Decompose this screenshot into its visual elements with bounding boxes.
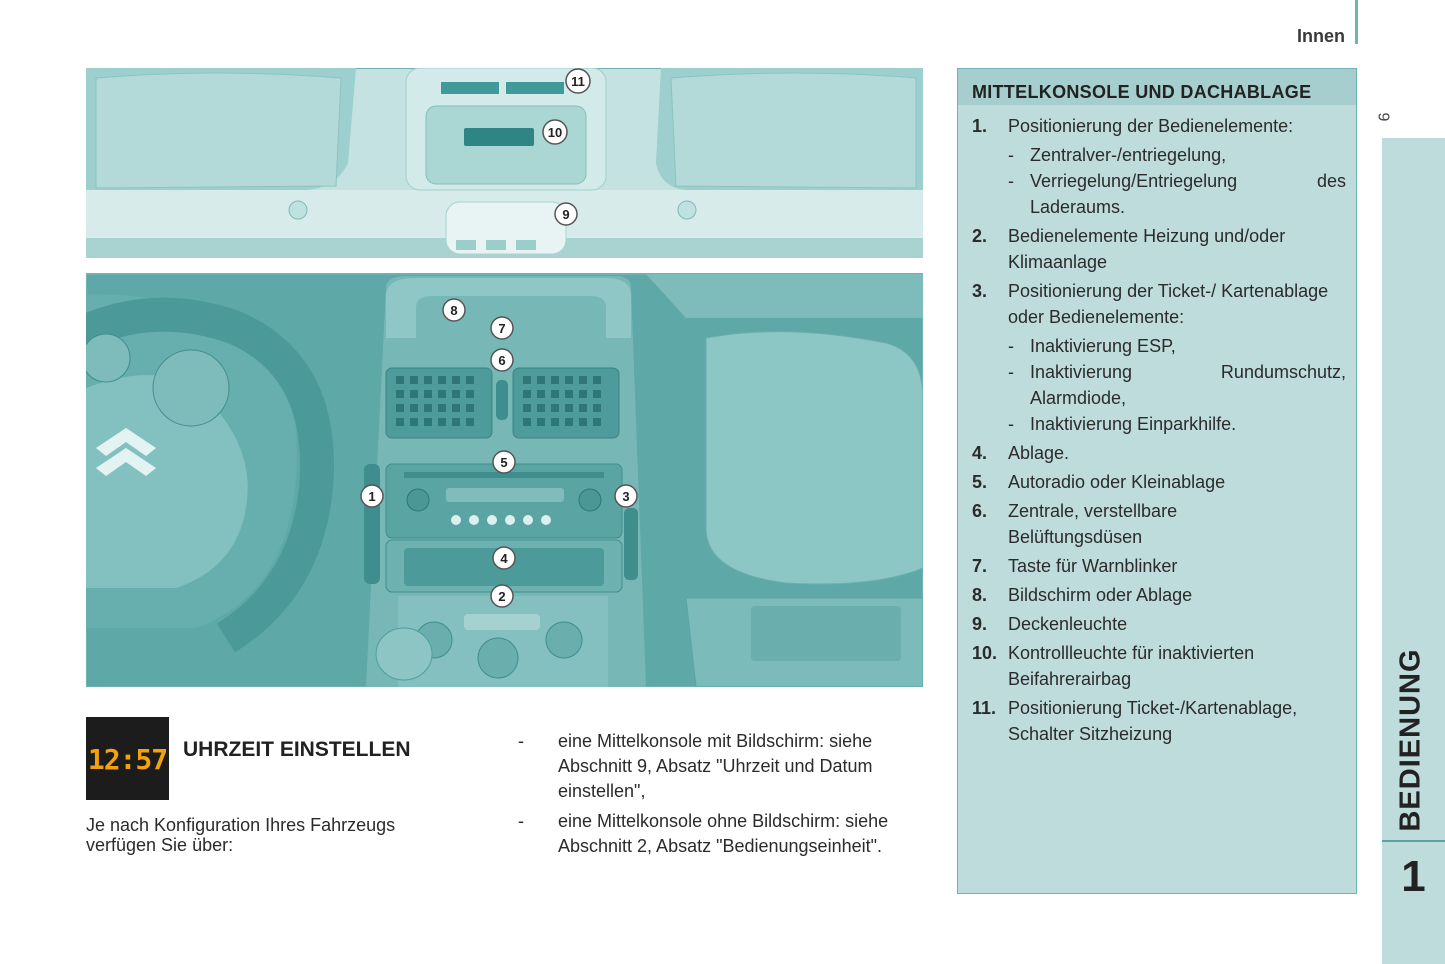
item-text: Autoradio oder Kleinablage bbox=[1008, 472, 1226, 492]
box-title: MITTELKONSOLE UND DACHABLAGE bbox=[958, 69, 1356, 105]
list-item bbox=[972, 278, 1346, 330]
intro-text: Je nach Konfiguration Ihres Fahrzeugs verfügen Sie über: bbox=[86, 815, 396, 855]
item-number: 8. bbox=[972, 585, 988, 605]
clock-display-icon bbox=[86, 717, 169, 800]
item-number: 9. bbox=[972, 614, 988, 634]
item-text: Bedienelemente Heizung und/oder Klimaanlage bbox=[1008, 226, 1286, 272]
header-divider bbox=[1355, 0, 1358, 44]
sub-item: - Inaktivierung ESP, bbox=[1008, 333, 1346, 359]
callout-4: 4 bbox=[500, 551, 508, 566]
item-text: Zentrale, verstellbare Belüftungsdüsen bbox=[1008, 501, 1178, 547]
dashboard-illustration bbox=[86, 68, 923, 687]
callout-2: 2 bbox=[498, 589, 506, 604]
item-number: 7. bbox=[972, 556, 988, 576]
callout-7: 7 bbox=[498, 321, 506, 336]
list-item: - eine Mittelkonsole mit Bildschirm: siehe Abschnitt 9, Absatz "Uhrzeit und Datum einstellen", bbox=[518, 729, 918, 804]
list-item bbox=[972, 553, 1346, 579]
option-text: eine Mittelkonsole mit Bildschirm: siehe Abschnitt 9, Absatz "Uhrzeit und Datum einstellen", bbox=[558, 731, 873, 801]
callout-3: 3 bbox=[622, 489, 630, 504]
callout-11: 11 bbox=[571, 74, 585, 89]
list-item bbox=[972, 695, 1346, 747]
sub-item: - Inaktivierung Einparkhilfe. bbox=[1008, 411, 1346, 437]
item-text: Kontrollleuchte für inaktivierten Beifahrerairbag bbox=[1008, 643, 1255, 689]
list-item bbox=[972, 582, 1346, 608]
item-number: 5. bbox=[972, 472, 988, 492]
item-number: 4. bbox=[972, 443, 988, 463]
chapter-label-text: BEDIENUNG bbox=[1394, 647, 1427, 832]
item-text: Ablage. bbox=[1008, 443, 1070, 463]
section-heading: UHRZEIT EINSTELLEN bbox=[183, 738, 411, 761]
callout-10: 10 bbox=[547, 125, 563, 140]
callout-9: 9 bbox=[562, 207, 570, 222]
sub-item-text: Zentralver-/entriegelung, bbox=[1030, 145, 1227, 165]
chapter-number: 1 bbox=[1401, 852, 1426, 901]
chapter-label bbox=[1384, 647, 1438, 832]
item-number: 1. bbox=[972, 116, 988, 136]
list-item bbox=[972, 498, 1346, 550]
clock-options-list bbox=[518, 729, 918, 864]
list-item bbox=[972, 223, 1346, 275]
page-number: 9 bbox=[1374, 112, 1392, 122]
callout-5: 5 bbox=[500, 455, 508, 470]
sub-item: - Inaktivierung Rundumschutz, Alarmdiode, bbox=[1008, 359, 1346, 411]
sub-item-text: Inaktivierung Rundumschutz, Alarmdiode, bbox=[1030, 362, 1346, 408]
item-number: 11. bbox=[972, 698, 997, 718]
item-text: Taste für Warnblinker bbox=[1008, 556, 1178, 576]
sub-item: - Verriegelung/Entriegelung des Laderaums. bbox=[1008, 168, 1346, 220]
clock-digits: 12:57 bbox=[87, 743, 168, 776]
sub-item-text: Verriegelung/Entriegelung des Laderaums. bbox=[1030, 171, 1346, 217]
item-number: 2. bbox=[972, 226, 988, 246]
item-text: Positionierung der Ticket-/ Kartenablage oder Bedienelemente: bbox=[1008, 281, 1329, 327]
sub-item-text: Inaktivierung ESP, bbox=[1030, 336, 1176, 356]
item-text: Deckenleuchte bbox=[1008, 614, 1128, 634]
console-info-box bbox=[957, 68, 1357, 894]
sub-item-text: Inaktivierung Einparkhilfe. bbox=[1030, 414, 1237, 434]
item-number: 3. bbox=[972, 281, 988, 301]
list-item bbox=[972, 440, 1346, 466]
console-item-list bbox=[972, 113, 1346, 750]
list-item bbox=[972, 640, 1346, 692]
list-item bbox=[972, 611, 1346, 637]
callout-6: 6 bbox=[498, 353, 506, 368]
list-item bbox=[972, 113, 1346, 139]
callout-8: 8 bbox=[450, 303, 458, 318]
sub-item: - Zentralver-/entriegelung, bbox=[1008, 142, 1346, 168]
list-item bbox=[972, 469, 1346, 495]
chapter-divider bbox=[1382, 840, 1445, 842]
section-title: Innen bbox=[1297, 26, 1345, 46]
item-number: 6. bbox=[972, 501, 988, 521]
option-text: eine Mittelkonsole ohne Bildschirm: siehe Abschnitt 2, Absatz "Bedienungseinheit". bbox=[558, 811, 889, 856]
item-text: Positionierung der Bedienelemente: bbox=[1008, 116, 1294, 136]
item-text: Positionierung Ticket-/Kartenablage, Schalter Sitzheizung bbox=[1008, 698, 1298, 744]
callout-1: 1 bbox=[368, 489, 376, 504]
item-number: 10. bbox=[972, 643, 998, 663]
item-text: Bildschirm oder Ablage bbox=[1008, 585, 1193, 605]
list-item: - eine Mittelkonsole ohne Bildschirm: siehe Abschnitt 2, Absatz "Bedienungseinheit". bbox=[518, 809, 918, 859]
